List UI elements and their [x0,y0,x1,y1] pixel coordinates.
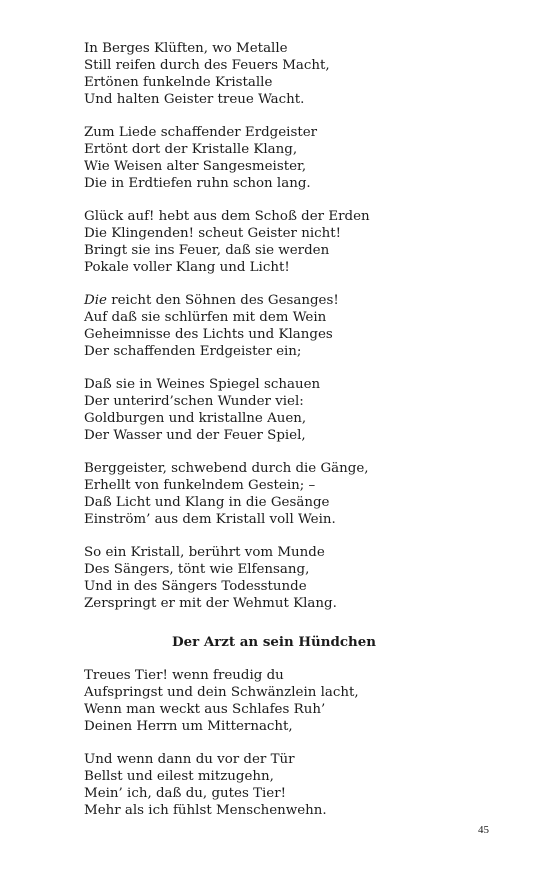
verse-line-rest: reicht den Söhnen des Gesanges! [106,293,339,308]
stanza [84,751,494,819]
verse-line: Und in des Sängers Todesstunde [84,579,307,594]
stanza [84,208,494,276]
poem-kristalle [84,40,494,612]
verse-line [84,292,494,309]
stanza [84,667,494,735]
verse-line: Daß Licht und Klang in die Gesänge [84,495,330,510]
verse-line: Der unterird’schen Wunder viel: [84,394,304,409]
verse-line: So ein Kristall, berührt vom Munde [84,545,325,560]
verse-line: Der Wasser und der Feuer Spiel, [84,428,306,443]
verse-line: Bellst und eilest mitzugehn, [84,769,274,784]
verse-line: Berggeister, schwebend durch die Gänge, [84,461,369,476]
stanza [84,124,494,192]
verse-line: Mein’ ich, daß du, gutes Tier! [84,786,286,801]
stanza [84,376,494,444]
verse-line: Bringt sie ins Feuer, daß sie werden [84,243,330,258]
stanza [84,292,494,360]
verse-line: Die in Erdtiefen ruhn schon lang. [84,176,311,191]
verse-line: Des Sängers, tönt wie Elfensang, [84,562,310,577]
verse-line: Wie Weisen alter Sangesmeister, [84,159,307,174]
verse-line: Und wenn dann du vor der Tür [84,752,295,767]
verse-line: Treues Tier! wenn freudig du [84,668,284,683]
verse-line: Pokale voller Klang und Licht! [84,260,290,275]
verse-line: Aufspringst und dein Schwänzlein lacht, [84,685,359,700]
page-number: 45 [478,824,489,836]
verse-line: Auf daß sie schlürfen mit dem Wein [84,310,327,325]
verse-line: Ertönt dort der Kristalle Klang, [84,142,298,157]
stanza [84,544,494,612]
verse-line: Einström’ aus dem Kristall voll Wein. [84,512,336,527]
poem-arzt-huendchen [84,634,494,819]
poem-title: Der Arzt an sein Hündchen [172,634,376,650]
verse-line: Goldburgen und kristallne Auen, [84,411,307,426]
verse-line: Zum Liede schaffender Erdgeister [84,125,318,140]
verse-line: Zerspringt er mit der Wehmut Klang. [84,596,337,611]
verse-line: Still reifen durch des Feuers Macht, [84,58,330,73]
verse-line: Mehr als ich fühlst Menschenwehn. [84,803,327,818]
verse-line: In Berges Klüften, wo Metalle [84,41,288,56]
italic-word: Die [84,293,107,308]
verse-line: Die Klingenden! scheut Geister nicht! [84,226,341,241]
verse-line: Deinen Herrn um Mitternacht, [84,719,293,734]
verse-line: Glück auf! hebt aus dem Schoß der Erden [84,209,370,224]
verse-line: Erhellt von funkelndem Gestein; – [84,478,316,493]
verse-line: Ertönen funkelnde Kristalle [84,75,273,90]
verse-line: Und halten Geister treue Wacht. [84,92,305,107]
verse-line: Der schaffenden Erdgeister ein; [84,344,302,359]
verse-line: Wenn man weckt aus Schlafes Ruh’ [84,702,326,717]
stanza [84,40,494,108]
verse-line: Geheimnisse des Lichts und Klanges [84,327,333,342]
verse-line: Daß sie in Weines Spiegel schauen [84,377,321,392]
stanza [84,460,494,528]
page-content [84,40,494,835]
